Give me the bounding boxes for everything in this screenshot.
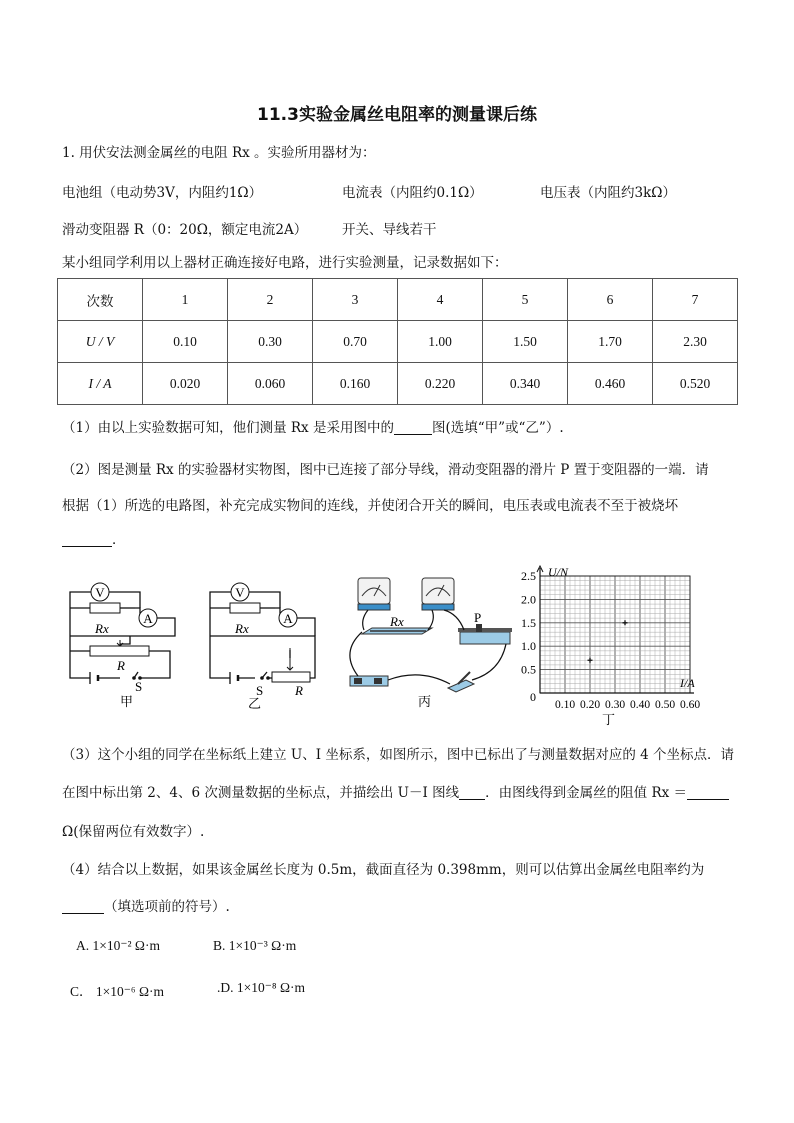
option-d[interactable]: .D. 1×10⁻⁸ Ω·m (217, 980, 305, 995)
table-cell: 0.160 (313, 363, 398, 405)
rheostat (90, 646, 149, 656)
voltmeter-meter (358, 578, 390, 610)
y-tick-label: 2.5 (521, 569, 536, 583)
graph-ding (514, 562, 704, 728)
figure-label-bing: 丙 (418, 694, 432, 709)
part2-line1: （2）图是测量 Rx 的实验器材实物图，图中已连接了部分导线，滑动变阻器的滑片 P 置于变阻器的一端．请 (62, 462, 709, 478)
table-cell: 0.220 (398, 363, 483, 405)
x-tick-label: 0.50 (654, 699, 676, 711)
label-a: A (283, 611, 293, 626)
label-v: V (95, 585, 105, 600)
table-cell: 0.340 (483, 363, 568, 405)
circuit-jia (60, 578, 185, 710)
part3-text-b: ．由图线得到金属丝的阻值 Rx ＝ (485, 785, 688, 801)
data-table (57, 278, 738, 405)
label-rx: Rx (235, 621, 249, 636)
part3-line3: Ω(保留两位有效数字）. (62, 824, 205, 840)
answer-blank-4[interactable] (687, 785, 729, 800)
label-r: R (117, 658, 125, 673)
apparatus-bing (340, 572, 515, 710)
table-cell: 0.10 (143, 321, 228, 363)
data-point (623, 620, 628, 625)
table-cell: 7 (653, 279, 738, 321)
resistor-rx (230, 603, 260, 613)
part1-text-b: 图(选填“甲”或“乙”）. (431, 420, 564, 436)
table-cell: 1 (143, 279, 228, 321)
y-tick-label: 0.5 (521, 662, 536, 677)
page-title: 11.3实验金属丝电阻率的测量课后练 (257, 105, 537, 125)
table-cell: 0.520 (653, 363, 738, 405)
part3-line1: （3）这个小组的同学在坐标纸上建立 U、I 坐标系，如图所示，图中已标出了与测量数据对应的 4 个坐标点．请 (62, 747, 735, 763)
switch-device (448, 672, 474, 692)
figure-label-ding: 丁 (602, 712, 616, 727)
table-cell: 1.70 (568, 321, 653, 363)
resistor-rx (90, 603, 120, 613)
record-text: 某小组同学利用以上器材正确连接好电路，进行实验测量，记录数据如下： (62, 255, 508, 271)
answer-blank-2[interactable] (62, 532, 112, 547)
rheostat-device (458, 624, 512, 644)
figure-label-jia: 甲 (120, 694, 134, 709)
label-v: V (235, 585, 245, 600)
x-axis-label: I/A (680, 676, 695, 690)
rheostat (272, 672, 310, 682)
part4-text: （填选项前的符号）. (104, 899, 230, 915)
table-cell: 0.060 (228, 363, 313, 405)
table-cell: 0.020 (143, 363, 228, 405)
part2-line2: 根据（1）所选的电路图，补充完成实物间的连线，并使闭合开关的瞬间，电压表或电流表不至于被烧坏 (62, 498, 679, 514)
part4-line1: （4）结合以上数据，如果该金属丝长度为 0.5m，截面直径为 0.398mm，则可以估算出金属丝电阻率约为 (62, 862, 705, 878)
x-tick-label: 0.60 (679, 699, 701, 711)
table-cell: U / V (58, 321, 143, 363)
part3-text-a: 在图中标出第 2、4、6 次测量数据的坐标点，并描绘出 U－I 图线 (62, 785, 460, 801)
equip-rheostat: 滑动变阻器 R（0：20Ω，额定电流2A） (62, 222, 308, 238)
table-cell: 0.70 (313, 321, 398, 363)
label-rx: Rx (95, 621, 109, 636)
label-r: R (295, 683, 303, 698)
part1 (62, 418, 564, 438)
table-cell: 1.50 (483, 321, 568, 363)
table-cell: 6 (568, 279, 653, 321)
y-tick-label: 0 (530, 690, 536, 704)
table-cell: 2.30 (653, 321, 738, 363)
table-cell: I / A (58, 363, 143, 405)
battery-box (350, 676, 388, 686)
table-cell: 4 (398, 279, 483, 321)
table-row (58, 321, 738, 363)
part2-end: ． (112, 532, 126, 548)
part3-line2 (62, 783, 729, 803)
label-s: S (256, 683, 264, 698)
x-tick-label: 0.40 (629, 699, 651, 711)
y-tick-label: 2.0 (521, 592, 536, 607)
x-tick-label: 0.20 (579, 699, 601, 711)
x-tick-labels (555, 699, 700, 711)
data-point (588, 658, 593, 663)
y-tick-labels (521, 569, 536, 704)
option-b[interactable]: B. 1×10⁻³ Ω·m (213, 938, 297, 953)
part1-text-a: （1）由以上实验数据可知，他们测量 Rx 是采用图中的 (62, 420, 394, 436)
table-cell: 0.30 (228, 321, 313, 363)
x-tick-label: 0.10 (554, 699, 576, 711)
circuit-yi (200, 578, 325, 710)
figure-label-yi: 乙 (248, 696, 262, 710)
equip-ammeter: 电流表（内阻约0.1Ω） (342, 185, 483, 201)
table-row (58, 363, 738, 405)
ammeter-meter (422, 578, 454, 610)
label-s: S (135, 679, 143, 694)
answer-blank-1[interactable] (394, 420, 432, 435)
y-tick-label: 1.0 (521, 639, 536, 654)
equip-voltmeter: 电压表（内阻约3kΩ） (540, 185, 676, 201)
part2-line3 (62, 530, 126, 550)
table-cell: 5 (483, 279, 568, 321)
q1-intro: 1. 用伏安法测金属丝的电阻 Rx 。实验所用器材为： (62, 145, 376, 161)
table-cell: 0.460 (568, 363, 653, 405)
label-a: A (143, 611, 153, 626)
table-cell: 2 (228, 279, 313, 321)
part4-line2 (62, 897, 230, 917)
table-row (58, 279, 738, 321)
label-rx: Rx (390, 614, 404, 629)
answer-blank-5[interactable] (62, 899, 104, 914)
answer-blank-3[interactable] (459, 785, 485, 800)
option-c[interactable]: C． 1×10⁻⁶ Ω·m (70, 984, 164, 999)
equip-battery: 电池组（电动势3V，内阻约1Ω） (62, 185, 263, 201)
graph-grid (540, 576, 690, 693)
label-p: P (474, 610, 482, 625)
x-tick-label: 0.30 (604, 699, 626, 711)
equip-switch-wires: 开关、导线若干 (342, 222, 437, 238)
table-cell: 3 (313, 279, 398, 321)
y-axis-label: U/N (548, 565, 569, 579)
option-a[interactable]: A. 1×10⁻² Ω·m (76, 938, 160, 953)
y-tick-label: 1.5 (521, 615, 536, 630)
table-cell: 1.00 (398, 321, 483, 363)
table-cell: 次数 (58, 279, 143, 321)
